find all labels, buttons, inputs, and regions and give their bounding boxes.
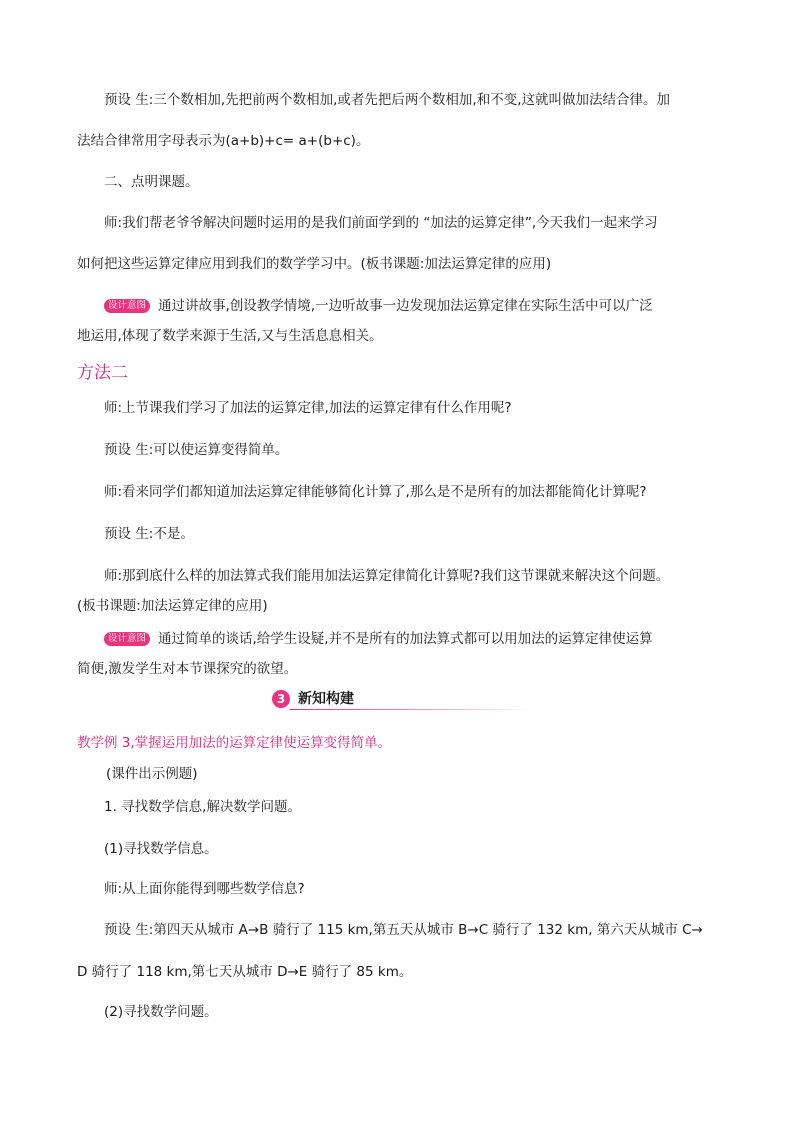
teaching-goal: 教学例 3,掌握运用加法的运算定律使运算变得简单。 [77, 735, 392, 751]
paragraph-line: 师:那到底什么样的加法算式我们能用加法运算定律简化计算呢?我们这节课就来解决这个问题。 [104, 568, 670, 584]
paragraph-line: 师:我们帮老爷爷解决问题时运用的是我们前面学到的 “加法的运算定律”,今天我们一起来学习 [104, 215, 658, 231]
design-intent-badge: 设计意图 [104, 299, 150, 313]
paragraph-line: 师:从上面你能得到哪些数学信息? [104, 881, 305, 897]
paragraph-line: 地运用,体现了数学来源于生活,又与生活息息相关。 [77, 328, 383, 344]
section-number-badge: 3 [272, 690, 290, 708]
design-intent-badge: 设计意图 [104, 632, 150, 646]
method-heading: 方法二 [77, 363, 128, 383]
paragraph-line: 1. 寻找数学信息,解决数学问题。 [104, 799, 301, 815]
paragraph-line: 二、点明课题。 [104, 174, 199, 190]
paragraph-line: (板书课题:加法运算定律的应用) [77, 598, 268, 614]
paragraph-line: D 骑行了 118 km,第七天从城市 D→E 骑行了 85 km。 [77, 964, 413, 980]
paragraph-line: 简便,激发学生对本节课探究的欲望。 [77, 661, 298, 677]
paragraph-line: 师:上节课我们学习了加法的运算定律,加法的运算定律有什么作用呢? [104, 400, 512, 416]
paragraph-line: 预设 生:不是。 [104, 526, 194, 542]
paragraph-line: (1)寻找数学信息。 [104, 841, 218, 857]
paragraph-line: 预设 生:可以使运算变得简单。 [104, 442, 289, 458]
section-header [272, 688, 532, 714]
paragraph-line: 预设 生:第四天从城市 A→B 骑行了 115 km,第五天从城市 B→C 骑行了 132 km, 第六天从城市 C→ [104, 922, 703, 938]
paragraph-text: 通过讲故事,创设教学情境,一边听故事一边发现加法运算定律在实际生活中可以广泛 [158, 298, 653, 314]
design-intent-line [104, 629, 653, 649]
paragraph-line: (课件出示例题) [106, 766, 198, 782]
paragraph-line: (2)寻找数学问题。 [104, 1004, 218, 1020]
paragraph-text: 通过简单的谈话,给学生设疑,并不是所有的加法算式都可以用加法的运算定律使运算 [158, 631, 653, 647]
paragraph-line: 预设 生:三个数相加,先把前两个数相加,或者先把后两个数相加,和不变,这就叫做加法结合律。加 [104, 92, 671, 108]
paragraph-line: 师:看来同学们都知道加法运算定律能够简化计算了,那么是不是所有的加法都能简化计算呢? [104, 484, 647, 500]
design-intent-line [104, 296, 653, 316]
paragraph-line: 如何把这些运算定律应用到我们的数学学习中。(板书课题:加法运算定律的应用) [77, 256, 552, 272]
section-underline [290, 709, 530, 710]
paragraph-line: 法结合律常用字母表示为(a+b)+c= a+(b+c)。 [77, 133, 370, 149]
section-title: 新知构建 [298, 691, 354, 707]
